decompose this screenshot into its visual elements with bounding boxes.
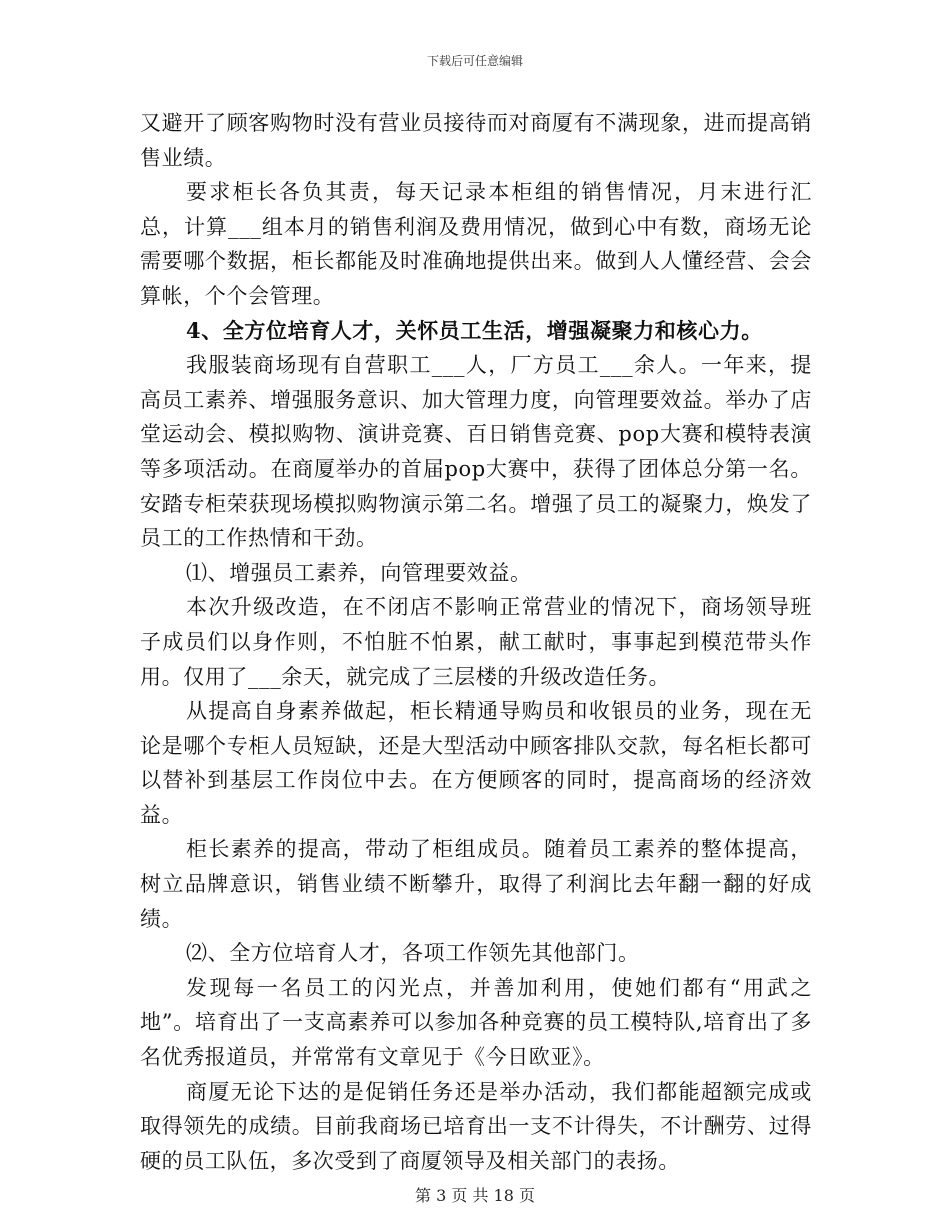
paragraph-2: 要求柜长各负其责，每天记录本柜组的销售情况，月末进行汇总，计算___组本月的销售利润及费用情况，做到心中有数，商场无论需要哪个数据，柜长都能及时准确地提供出来。做到人人懂经营、会会算帐，个个会管理。 bbox=[140, 180, 812, 308]
subheading-1: ⑴、增强员工素养，向管理要效益。 bbox=[186, 560, 532, 585]
paragraph-4: 本次升级改造，在不闭店不影响正常营业的情况下，商场领导班子成员们以身作则，不怕脏不怕累，献工献时，事事起到模范带头作用。仅用了___余天，就完成了三层楼的升级改造任务。 bbox=[140, 595, 812, 689]
page-header: 下载后可任意编辑 bbox=[426, 54, 523, 68]
document-body bbox=[140, 106, 812, 1178]
paragraph-6: 柜长素养的提高，带动了柜组成员。随着员工素养的整体提高，树立品牌意识，销售业绩不断攀升，取得了利润比去年翻一翻的好成绩。 bbox=[140, 837, 812, 931]
paragraph-3: 我服装商场现有自营职工___人，厂方员工___余人。一年来，提高员工素养、增强服务意识、加大管理力度，向管理要效益。举办了店堂运动会、模拟购物、演讲竞赛、百日销售竞赛、pop大赛和模特表演等多项活动。在商厦举办的首届pop大赛中，获得了团体总分第一名。安踏专柜荣获现场模拟购物演示第二名。增强了员工的凝聚力，焕发了员工的工作热情和干劲。 bbox=[140, 353, 812, 551]
paragraph-7: 发现每一名员工的闪光点，并善加利用，使她们都有“用武之地”。培育出了一支高素养可以参加各种竞赛的员工模特队,培育出了多名优秀报道员，并常常有文章见于《今日欧亚》。 bbox=[140, 975, 812, 1070]
subheading-2: ⑵、全方位培育人才，各项工作领先其他部门。 bbox=[186, 941, 640, 966]
paragraph-8: 商厦无论下达的是促销任务还是举办活动，我们都能超额完成或取得领先的成绩。目前我商场已培育出一支不计得失，不计酬劳、过得硬的员工队伍，多次受到了商厦领导及相关部门的表扬。 bbox=[140, 1079, 812, 1173]
paragraph-5: 从提高自身素养做起，柜长精通导购员和收银员的业务，现在无论是哪个专柜人员短缺，还是大型活动中顾客排队交款，每名柜长都可以替补到基层工作岗位中去。在方便顾客的同时，提高商场的经济效益。 bbox=[140, 699, 812, 827]
paragraph-1: 又避开了顾客购物时没有营业员接待而对商厦有不满现象，进而提高销售业绩。 bbox=[140, 111, 812, 170]
section-heading-4: 4、全方位培育人才，关怀员工生活，增强凝聚力和核心力。 bbox=[186, 317, 763, 343]
page-footer: 第 3 页 共 18 页 bbox=[415, 1186, 535, 1205]
